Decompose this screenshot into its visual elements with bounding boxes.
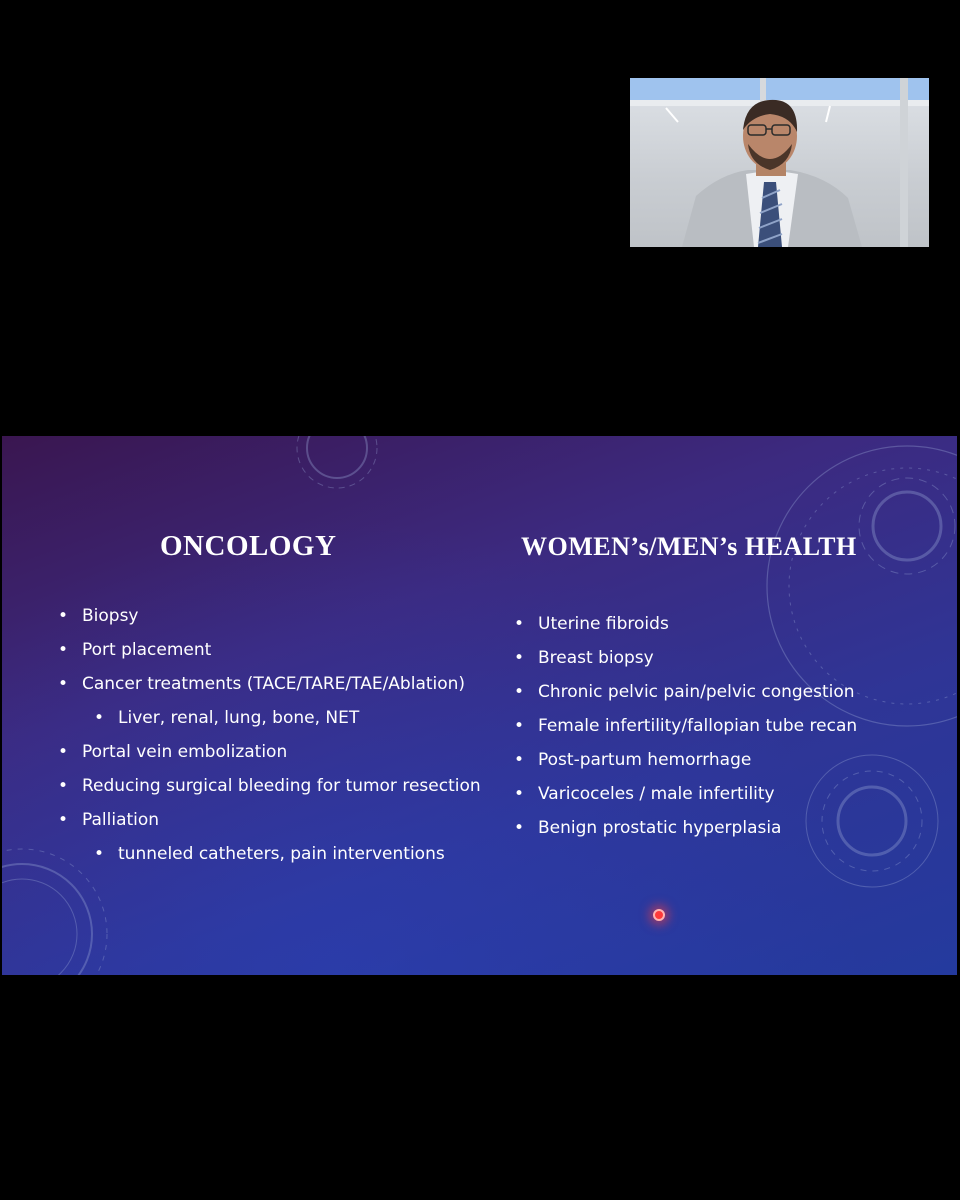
bullet-icon: •: [58, 640, 69, 660]
bullet-icon: •: [58, 742, 69, 762]
bullet-icon: •: [514, 614, 525, 634]
bullet-icon: •: [514, 750, 525, 770]
bullet-icon: •: [514, 784, 525, 804]
bullet-icon: •: [94, 844, 105, 864]
bullet-icon: •: [514, 682, 525, 702]
list-item: • Breast biopsy: [514, 648, 654, 668]
oncology-bullet-list: [58, 605, 481, 877]
bullet-icon: •: [58, 776, 69, 796]
bullet-icon: •: [58, 674, 69, 694]
oncology-heading: ONCOLOGY: [160, 530, 337, 562]
bullet-icon: •: [514, 818, 525, 838]
bullet-icon: •: [58, 606, 69, 626]
list-item: • Benign prostatic hyperplasia: [514, 818, 782, 838]
womens-mens-health-bullet-list: [514, 613, 858, 851]
list-item: • Reducing surgical bleeding for tumor resection: [58, 776, 481, 796]
list-item: • Biopsy: [58, 606, 139, 626]
presentation-slide: [2, 436, 957, 975]
speaker-video-frame: [630, 78, 929, 247]
womens-mens-health-heading: WOMEN’s/MEN’s HEALTH: [521, 532, 857, 561]
list-item: • Palliation: [58, 810, 160, 830]
list-item: • Chronic pelvic pain/pelvic congestion: [514, 682, 855, 702]
speaker-video-tile[interactable]: [630, 78, 929, 247]
list-item: • Uterine fibroids: [514, 614, 669, 634]
list-item: • Female infertility/fallopian tube recan: [514, 716, 858, 736]
list-subitem: • tunneled catheters, pain interventions: [94, 844, 445, 864]
list-item: • Cancer treatments (TACE/TARE/TAE/Ablation): [58, 674, 466, 694]
list-item: • Varicoceles / male infertility: [514, 784, 775, 804]
bullet-icon: •: [514, 716, 525, 736]
list-item: • Portal vein embolization: [58, 742, 288, 762]
bullet-icon: •: [58, 810, 69, 830]
list-subitem: • Liver, renal, lung, bone, NET: [94, 708, 360, 728]
list-item: • Post-partum hemorrhage: [514, 750, 752, 770]
bullet-icon: •: [94, 708, 105, 728]
laser-pointer-dot: [653, 909, 665, 921]
bullet-icon: •: [514, 648, 525, 668]
list-item: • Port placement: [58, 640, 212, 660]
